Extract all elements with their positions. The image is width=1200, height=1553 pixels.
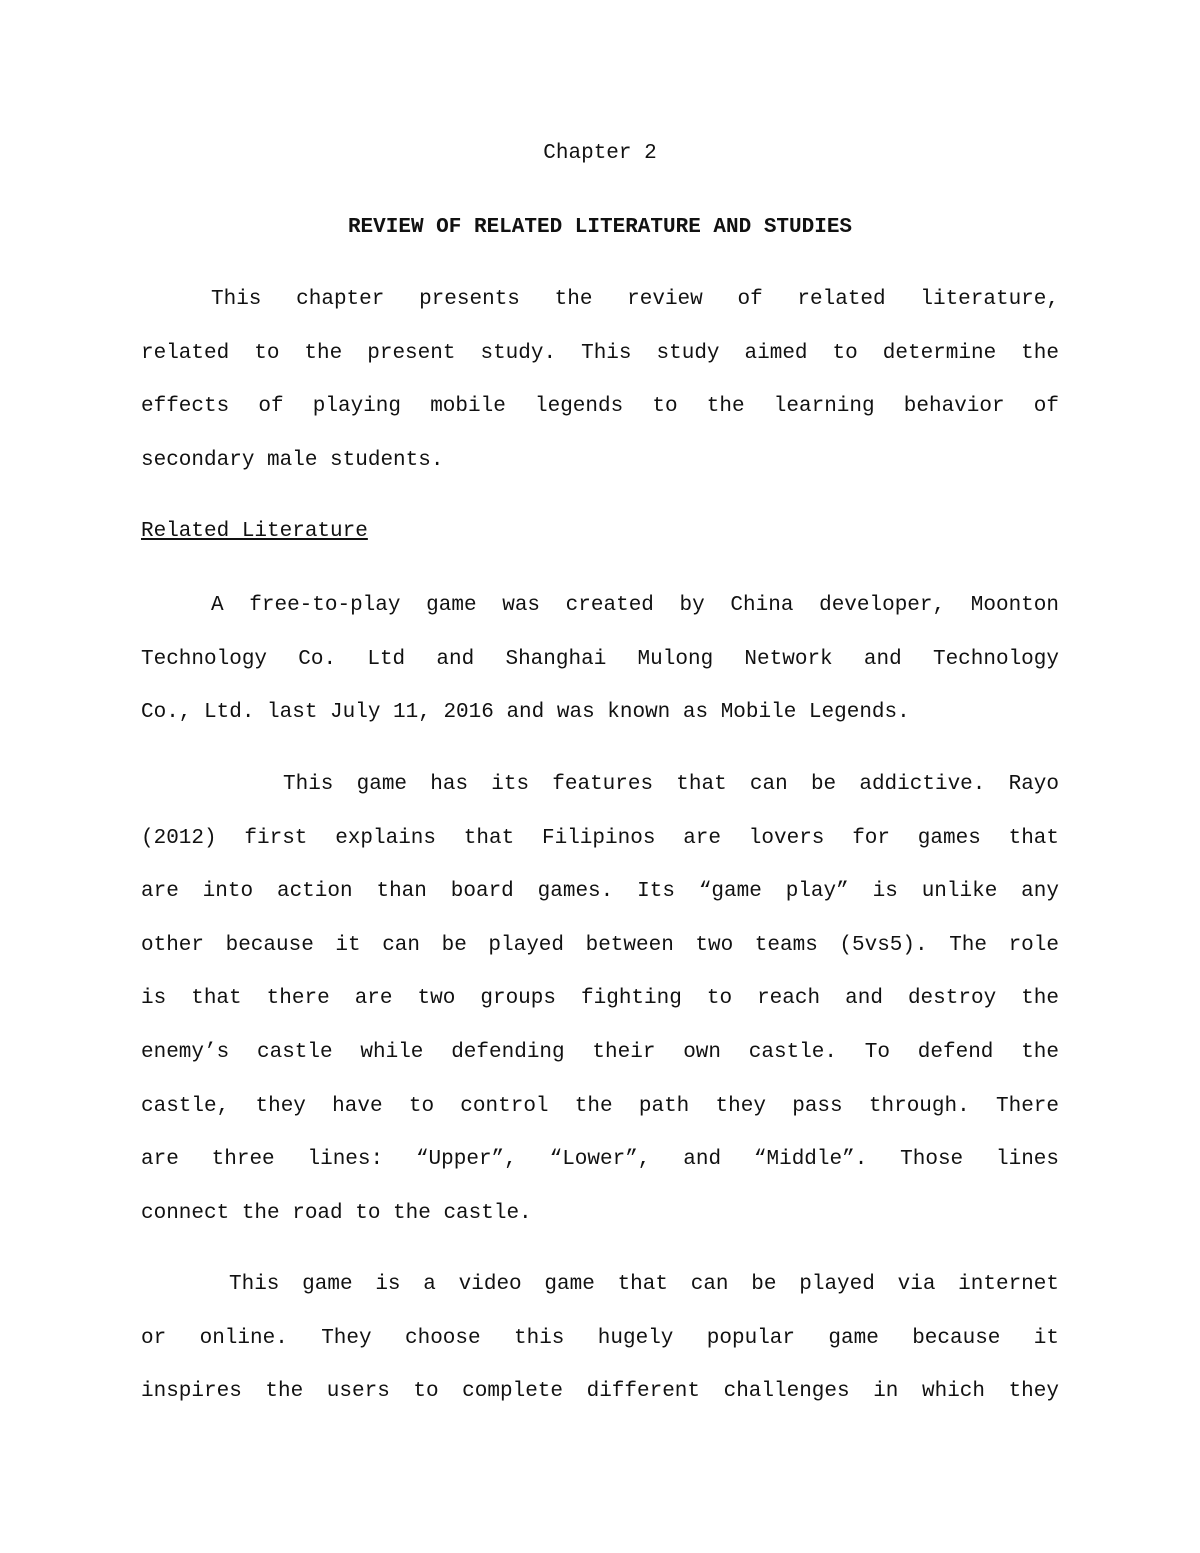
paragraph-line: are three lines: “Upper”, “Lower”, and “Middle”. Those lines <box>141 1148 1059 1172</box>
section-heading: Related Literature <box>141 520 368 543</box>
literature-paragraph-3 <box>141 1258 1059 1419</box>
paragraph-line: enemy’s castle while defending their own castle. To defend the <box>141 1040 1059 1064</box>
literature-paragraph-1 <box>141 579 1059 740</box>
paragraph-line: This game is a video game that can be played via internet <box>229 1273 1059 1296</box>
paragraph-line: This game has its features that can be addictive. Rayo <box>283 773 1059 796</box>
paragraph-line: castle, they have to control the path they pass through. There <box>141 1094 1059 1118</box>
paragraph-line: related to the present study. This study aimed to determine the <box>141 341 1059 365</box>
chapter-title: REVIEW OF RELATED LITERATURE AND STUDIES <box>347 216 853 239</box>
paragraph-line: A free-to-play game was created by China developer, Moonton <box>211 594 1059 617</box>
paragraph-line: secondary male students. <box>141 448 444 472</box>
paragraph-line: This chapter presents the review of related literature, <box>211 288 1059 311</box>
chapter-label: Chapter 2 <box>543 142 657 165</box>
paragraph-line: or online. They choose this hugely popular game because it <box>141 1326 1059 1350</box>
paragraph-line: (2012) first explains that Filipinos are lovers for games that <box>141 826 1059 850</box>
paragraph-line: are into action than board games. Its “game play” is unlike any <box>141 880 1059 904</box>
paragraph-line: other because it can be played between two teams (5vs5). The role <box>141 933 1059 957</box>
paragraph-line: is that there are two groups fighting to reach and destroy the <box>141 987 1059 1011</box>
literature-paragraph-2 <box>141 758 1059 1240</box>
intro-paragraph <box>141 273 1059 487</box>
paragraph-line: inspires the users to complete different challenges in which they <box>141 1380 1059 1404</box>
paragraph-line: Technology Co. Ltd and Shanghai Mulong Network and Technology <box>141 647 1059 671</box>
paragraph-line: Co., Ltd. last July 11, 2016 and was known as Mobile Legends. <box>141 701 910 725</box>
paragraph-line: connect the road to the castle. <box>141 1201 532 1225</box>
paragraph-line: effects of playing mobile legends to the learning behavior of <box>141 395 1059 419</box>
